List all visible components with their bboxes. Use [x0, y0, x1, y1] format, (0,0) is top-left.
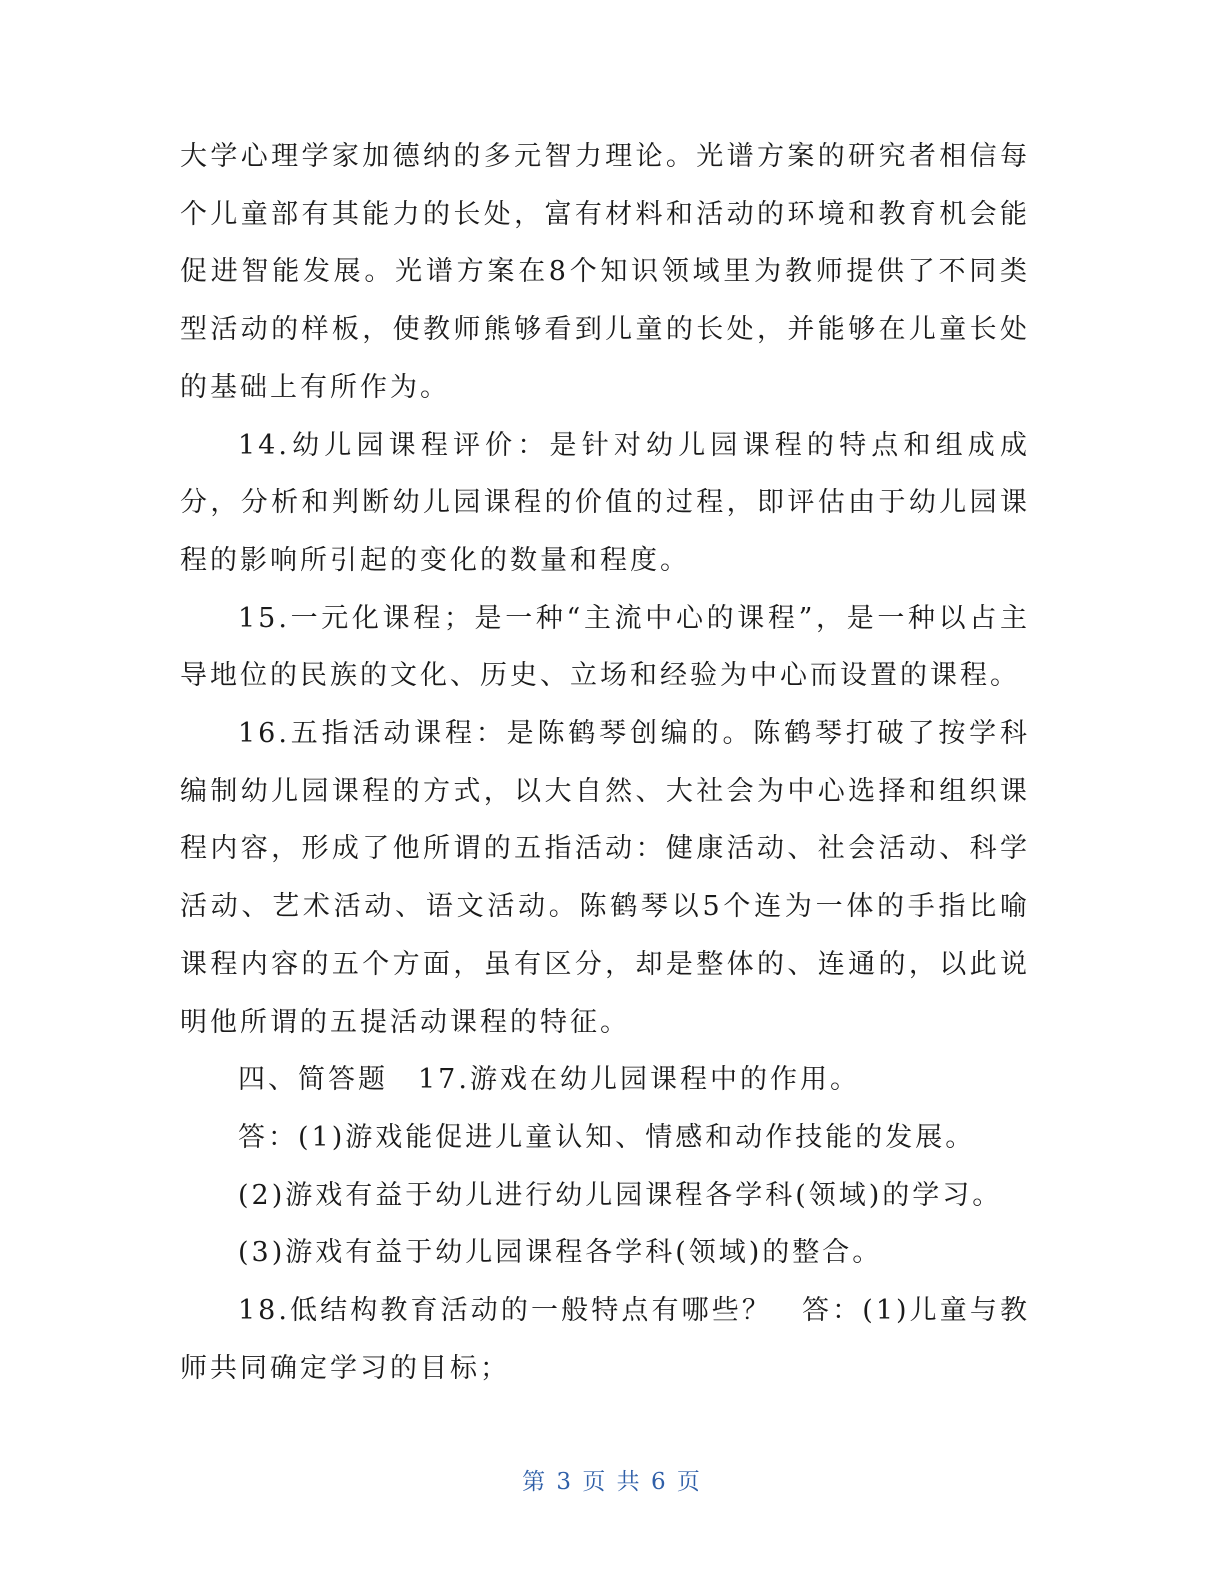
section-heading-short-answer: 四、简答题 17.游戏在幼儿园课程中的作用。	[238, 1064, 860, 1096]
page-number-footer: 第 3 页 共 6 页	[522, 1469, 702, 1495]
answer-17-point-2: (2)游戏有益于幼儿进行幼儿园课程各学科(领域)的学习。	[238, 1179, 1003, 1211]
paragraph-item-15: 15.一元化课程；是一种“主流中心的课程”，是一种以占主导地位的民族的文化、历史、立场和经验为中心而设置的课程。	[180, 602, 1030, 692]
paragraph-item-18: 18.低结构教育活动的一般特点有哪些？ 答：(1)儿童与教师共同确定学习的目标；	[180, 1295, 1030, 1384]
answer-17-point-3: (3)游戏有益于幼儿园课程各学科(领域)的整合。	[238, 1237, 883, 1269]
paragraph-spectrum-project: 大学心理学家加德纳的多元智力理论。光谱方案的研究者相信每个儿童部有其能力的长处，富有材料和活动的环境和教育机会能促进智能发展。光谱方案在8个知识领域里为教师提供了不同类型活动的样板，使教师熊够看到儿童的长处，并能够在儿童长处的基础上有所作为。	[180, 141, 1030, 403]
page-body	[180, 128, 1030, 1397]
paragraph-item-14: 14.幼儿园课程评价：是针对幼儿园课程的特点和组成成分，分析和判断幼儿园课程的价值的过程，即评估由于幼儿园课程的影响所引起的变化的数量和程度。	[180, 429, 1030, 576]
paragraph-item-16: 16.五指活动课程：是陈鹤琴创编的。陈鹤琴打破了按学科编制幼儿园课程的方式，以大自然、大社会为中心选择和组织课程内容，形成了他所谓的五指活动：健康活动、社会活动、科学活动、艺术活动、语文活动。陈鹤琴以5个连为一体的手指比喻课程内容的五个方面，虽有区分，却是整体的、连通的，以此说明他所谓的五提活动课程的特征。	[180, 718, 1030, 1038]
answer-17-point-1: 答：(1)游戏能促进儿童认知、情感和动作技能的发展。	[238, 1121, 976, 1153]
